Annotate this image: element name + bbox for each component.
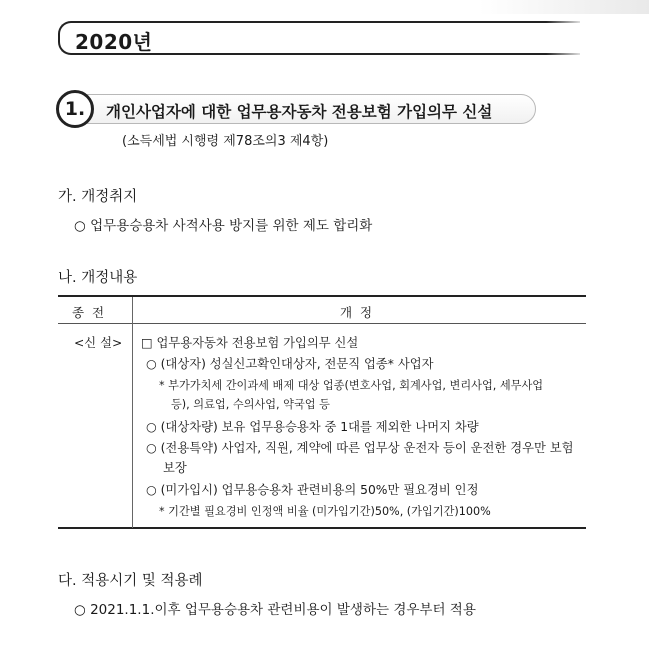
- section-title: 개인사업자에 대한 업무용자동차 전용보험 가입의무 신설: [106, 103, 493, 121]
- table-old-cell: <신 설>: [74, 336, 123, 350]
- table-line: ○ (전용특약) 사업자, 직원, 계약에 따른 업무상 운전자 등이 운전한 경우만 보험: [146, 441, 574, 455]
- purpose-heading: 가. 개정취지: [58, 189, 138, 205]
- section-reference: (소득세법 시행령 제78조의3 제4항): [122, 134, 329, 149]
- table-line: ○ (미가입시) 업무용승용차 관련비용의 50%만 필요경비 인정: [146, 483, 479, 497]
- table-column-divider: [132, 297, 133, 528]
- table-note-line: * 부가가치세 간이과세 배제 대상 업종(변호사업, 회계사업, 변리사업, 세무사업: [159, 379, 544, 392]
- table-bottom-rule: [58, 527, 586, 529]
- application-heading: 다. 적용시기 및 적용례: [58, 573, 203, 589]
- table-line: 보장: [163, 461, 187, 475]
- page-corner-shade: [479, 0, 649, 14]
- table-line: ○ (대상차량) 보유 업무용승용차 중 1대를 제외한 나머지 차량: [146, 420, 479, 434]
- table-note-line: 등), 의료업, 수의사업, 약국업 등: [171, 398, 330, 411]
- table-top-rule: [58, 295, 586, 297]
- purpose-item: ○ 업무용승용차 사적사용 방지를 위한 제도 합리화: [74, 218, 373, 234]
- table-line: □ 업무용자동차 전용보험 가입의무 신설: [141, 336, 359, 350]
- table-note-line: * 기간별 필요경비 인정액 비율 (미가입기간)50%, (가입기간)100%: [159, 505, 491, 518]
- section-number: 1.: [56, 90, 94, 128]
- year-title: 2020년: [75, 30, 153, 54]
- table-header-old: 종 전: [72, 305, 107, 320]
- table-line: ○ (대상자) 성실신고확인대상자, 전문직 업종* 사업자: [146, 357, 434, 371]
- content-heading: 나. 개정내용: [58, 270, 138, 286]
- table-header-new: 개 정: [340, 305, 375, 320]
- application-item: ○ 2021.1.1.이후 업무용승용차 관련비용이 발생하는 경우부터 적용: [74, 602, 476, 618]
- table-header-rule: [58, 323, 586, 324]
